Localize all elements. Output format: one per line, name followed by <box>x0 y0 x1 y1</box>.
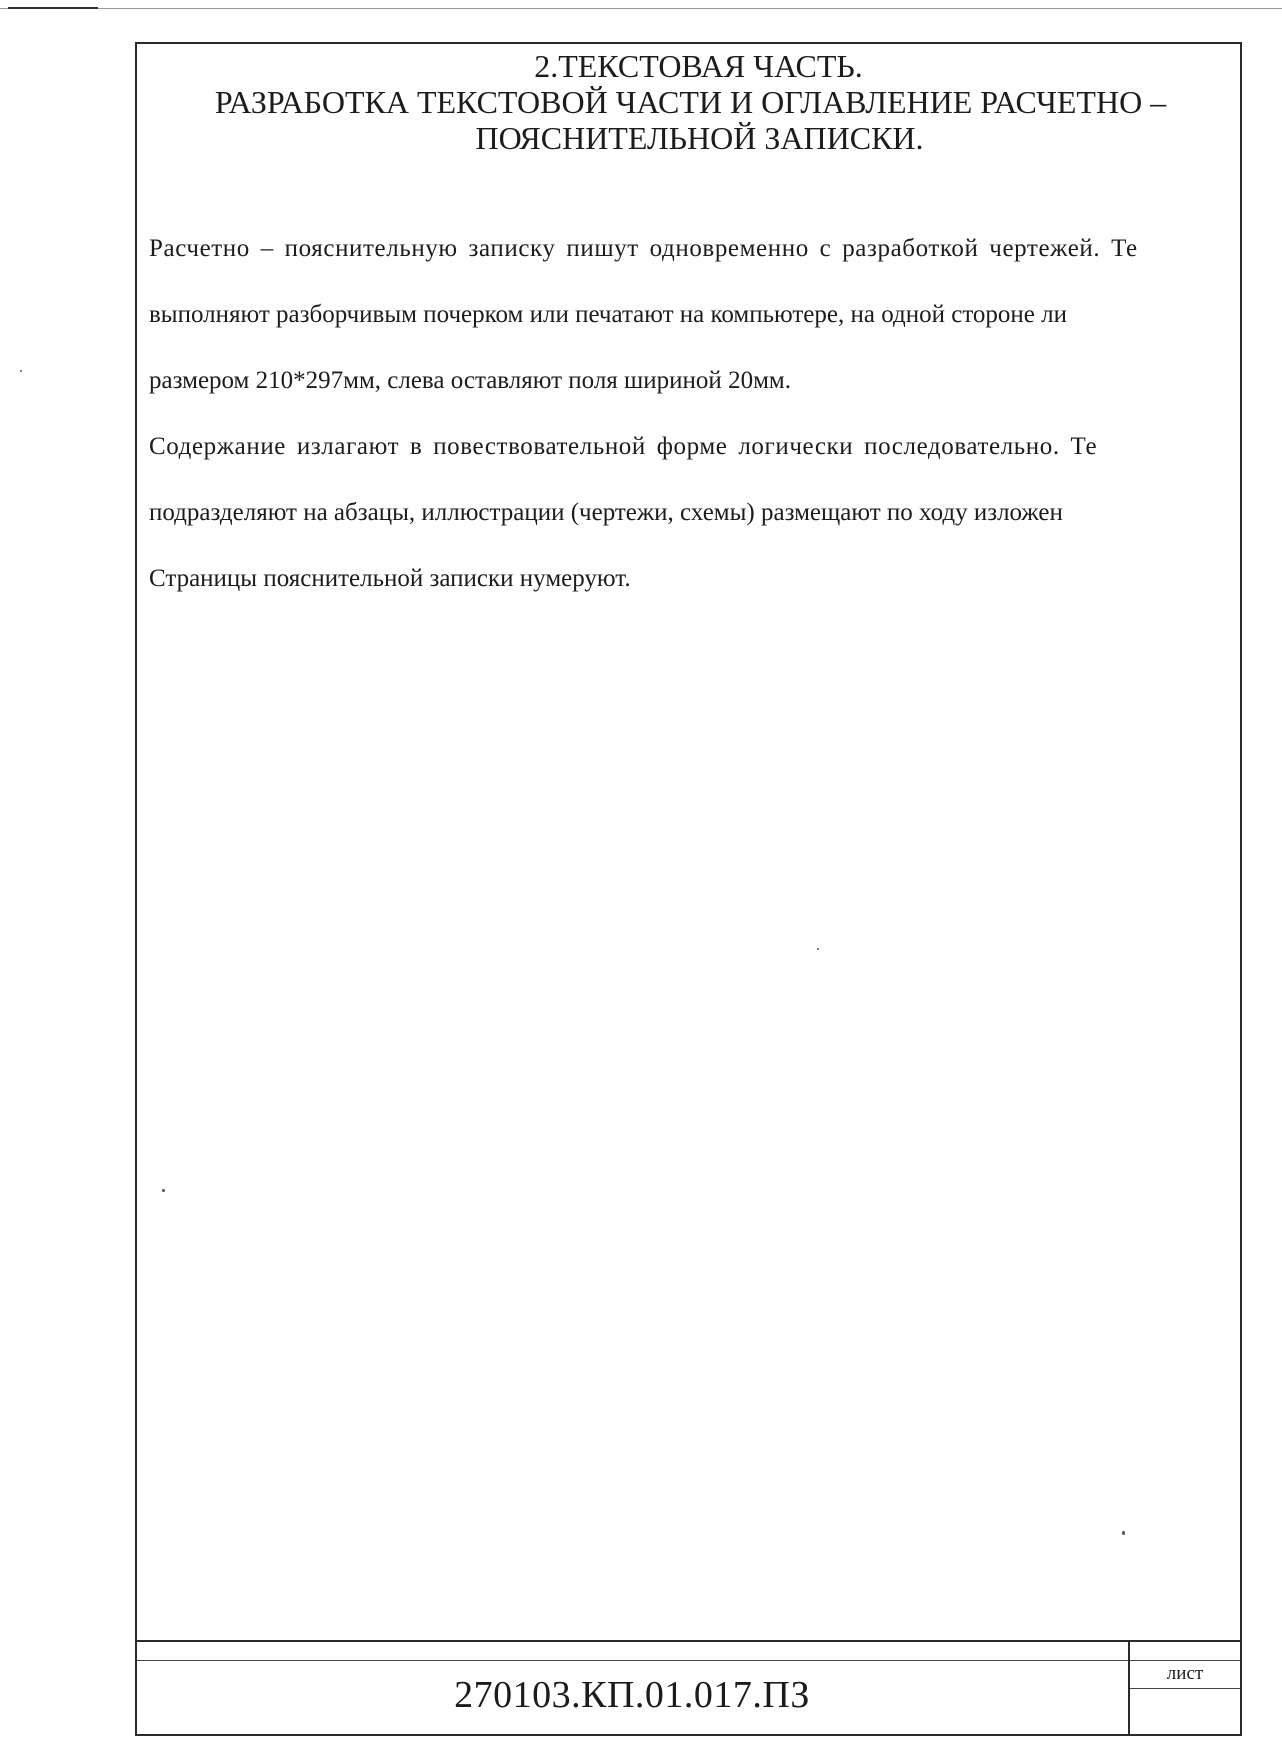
scan-edge-line <box>0 8 1282 9</box>
body-line: размером 210*297мм, слева оставляют поля шириной 20мм. <box>149 367 791 394</box>
body-line: Содержание излагают в повествовательной форме логически последовательно. Те <box>149 433 1098 460</box>
page-frame <box>135 42 1242 1736</box>
scan-speck <box>817 948 819 950</box>
heading-line-3: ПОЯСНИТЕЛЬНОЙ ЗАПИСКИ. <box>475 120 924 156</box>
sheet-label: лист <box>1130 1660 1240 1689</box>
sheet-cell <box>1128 1642 1240 1734</box>
scan-speck <box>162 1189 165 1192</box>
title-block <box>137 1640 1240 1734</box>
title-block-divider <box>137 1660 1240 1661</box>
heading-line-2: РАЗРАБОТКА ТЕКСТОВОЙ ЧАСТИ И ОГЛАВЛЕНИЕ РАСЧЕТНО – <box>214 84 1167 120</box>
body-line: Расчетно – пояснительную записку пишут одновременно с разработкой чертежей. Те <box>149 235 1138 262</box>
body-line: подразделяют на абзацы, иллюстрации (чертежи, схемы) размещают по ходу изложен <box>149 499 1063 526</box>
page-content <box>137 44 1240 1654</box>
scan-speck <box>1122 1531 1125 1535</box>
body-line: Страницы пояснительной записки нумеруют. <box>149 565 631 592</box>
document-code: 270103.КП.01.017.ПЗ <box>454 1674 810 1716</box>
body-text <box>149 216 1240 612</box>
body-line: выполняют разборчивым почерком или печатают на компьютере, на одной стороне ли <box>149 301 1067 328</box>
scan-speck <box>20 370 22 372</box>
section-heading <box>137 48 1240 156</box>
heading-line-1: 2.ТЕКСТОВАЯ ЧАСТЬ. <box>534 48 863 84</box>
